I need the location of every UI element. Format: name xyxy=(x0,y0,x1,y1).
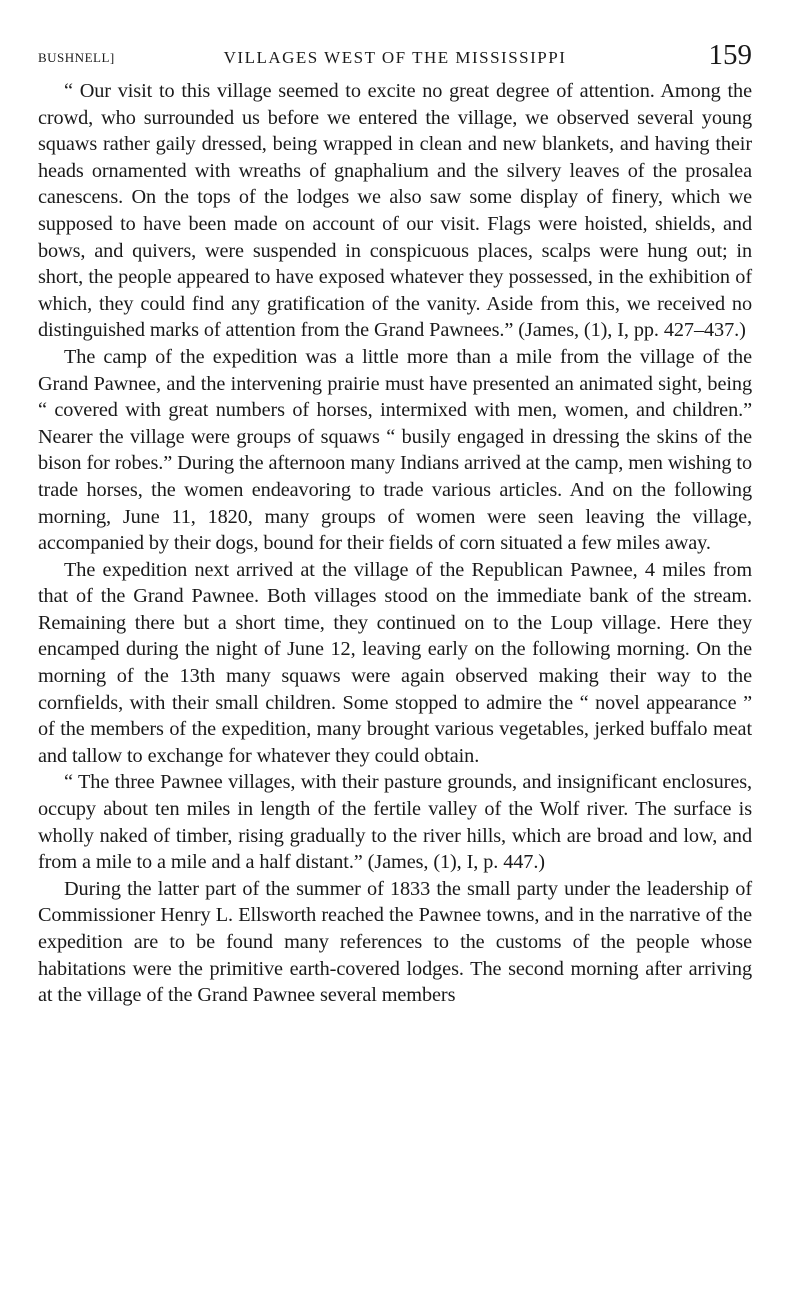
author-running-head: BUSHNELL] xyxy=(38,50,115,65)
book-page xyxy=(38,38,752,1009)
page-number: 159 xyxy=(708,39,752,71)
paragraph: “ The three Pawnee villages, with their pasture grounds, and insignificant enclosures, occupy about ten miles in length of the fertile valley of the Wolf river. The surface is wholly naked of timber, rising gradually to the river hills, which are broad and low, and from a mile to a mile and a half distant.” (James, (1), I, p. 447.) xyxy=(38,771,752,874)
paragraph: The camp of the expedition was a little more than a mile from the village of the Grand Pawnee, and the intervening prairie must have presented an animated sight, being “ covered with great numbers of horses, intermixed with men, women, and children.” Nearer the village were groups of squaws “ busily engaged in dressing the skins of the bison for robes.” During the afternoon many Indians arrived at the camp, men wishing to trade horses, the women endeavoring to trade various articles. And on the following morning, June 11, 1820, many groups of women were seen leaving the village, accompanied by their dogs, bound for their fields of corn situated a few miles away. xyxy=(38,345,752,555)
paragraph: “ Our visit to this village seemed to excite no great degree of attention. Among the crowd, who surrounded us before we entered the village, we observed several young squaws rather gaily dressed, being wrapped in clean and new blankets, and having their heads ornamented with wreaths of gnaphalium and the silvery leaves of the prosalea canescens. On the tops of the lodges we also saw some display of finery, which we supposed to have been made on account of our visit. Flags were hoisted, shields, and bows, and quivers, were suspended in conspicuous places, scalps were hung out; in short, the people appeared to have exposed whatever they possessed, in the exhibition of which, they could find any gratification of the vanity. Aside from this, we received no distinguished marks of attention from the Grand Pawnees.” (James, (1), I, pp. 427–437.) xyxy=(38,80,752,342)
chapter-running-head: VILLAGES WEST OF THE MISSISSIPPI xyxy=(223,48,567,67)
running-head xyxy=(38,38,752,74)
body-text xyxy=(38,78,752,1009)
paragraph: During the latter part of the summer of 1833 the small party under the leadership of Commissioner Henry L. Ellsworth reached the Pawnee towns, and in the narrative of the expedition are to be found many references to the customs of the people whose habitations were the primitive earth-covered lodges. The second morning after arriving at the village of the Grand Pawnee several members xyxy=(38,877,752,1007)
paragraph: The expedition next arrived at the village of the Republican Pawnee, 4 miles from that of the Grand Pawnee. Both villages stood on the immediate bank of the stream. Remaining there but a short time, they continued on to the Loup village. Here they encamped during the night of June 12, leaving early on the following morning. On the morning of the 13th many squaws were again observed making their way to the cornfields, with their small children. Some stopped to admire the “ novel appearance ” of the members of the expedition, many brought various vegetables, jerked buffalo meat and tallow to exchange for whatever they could obtain. xyxy=(38,558,752,767)
